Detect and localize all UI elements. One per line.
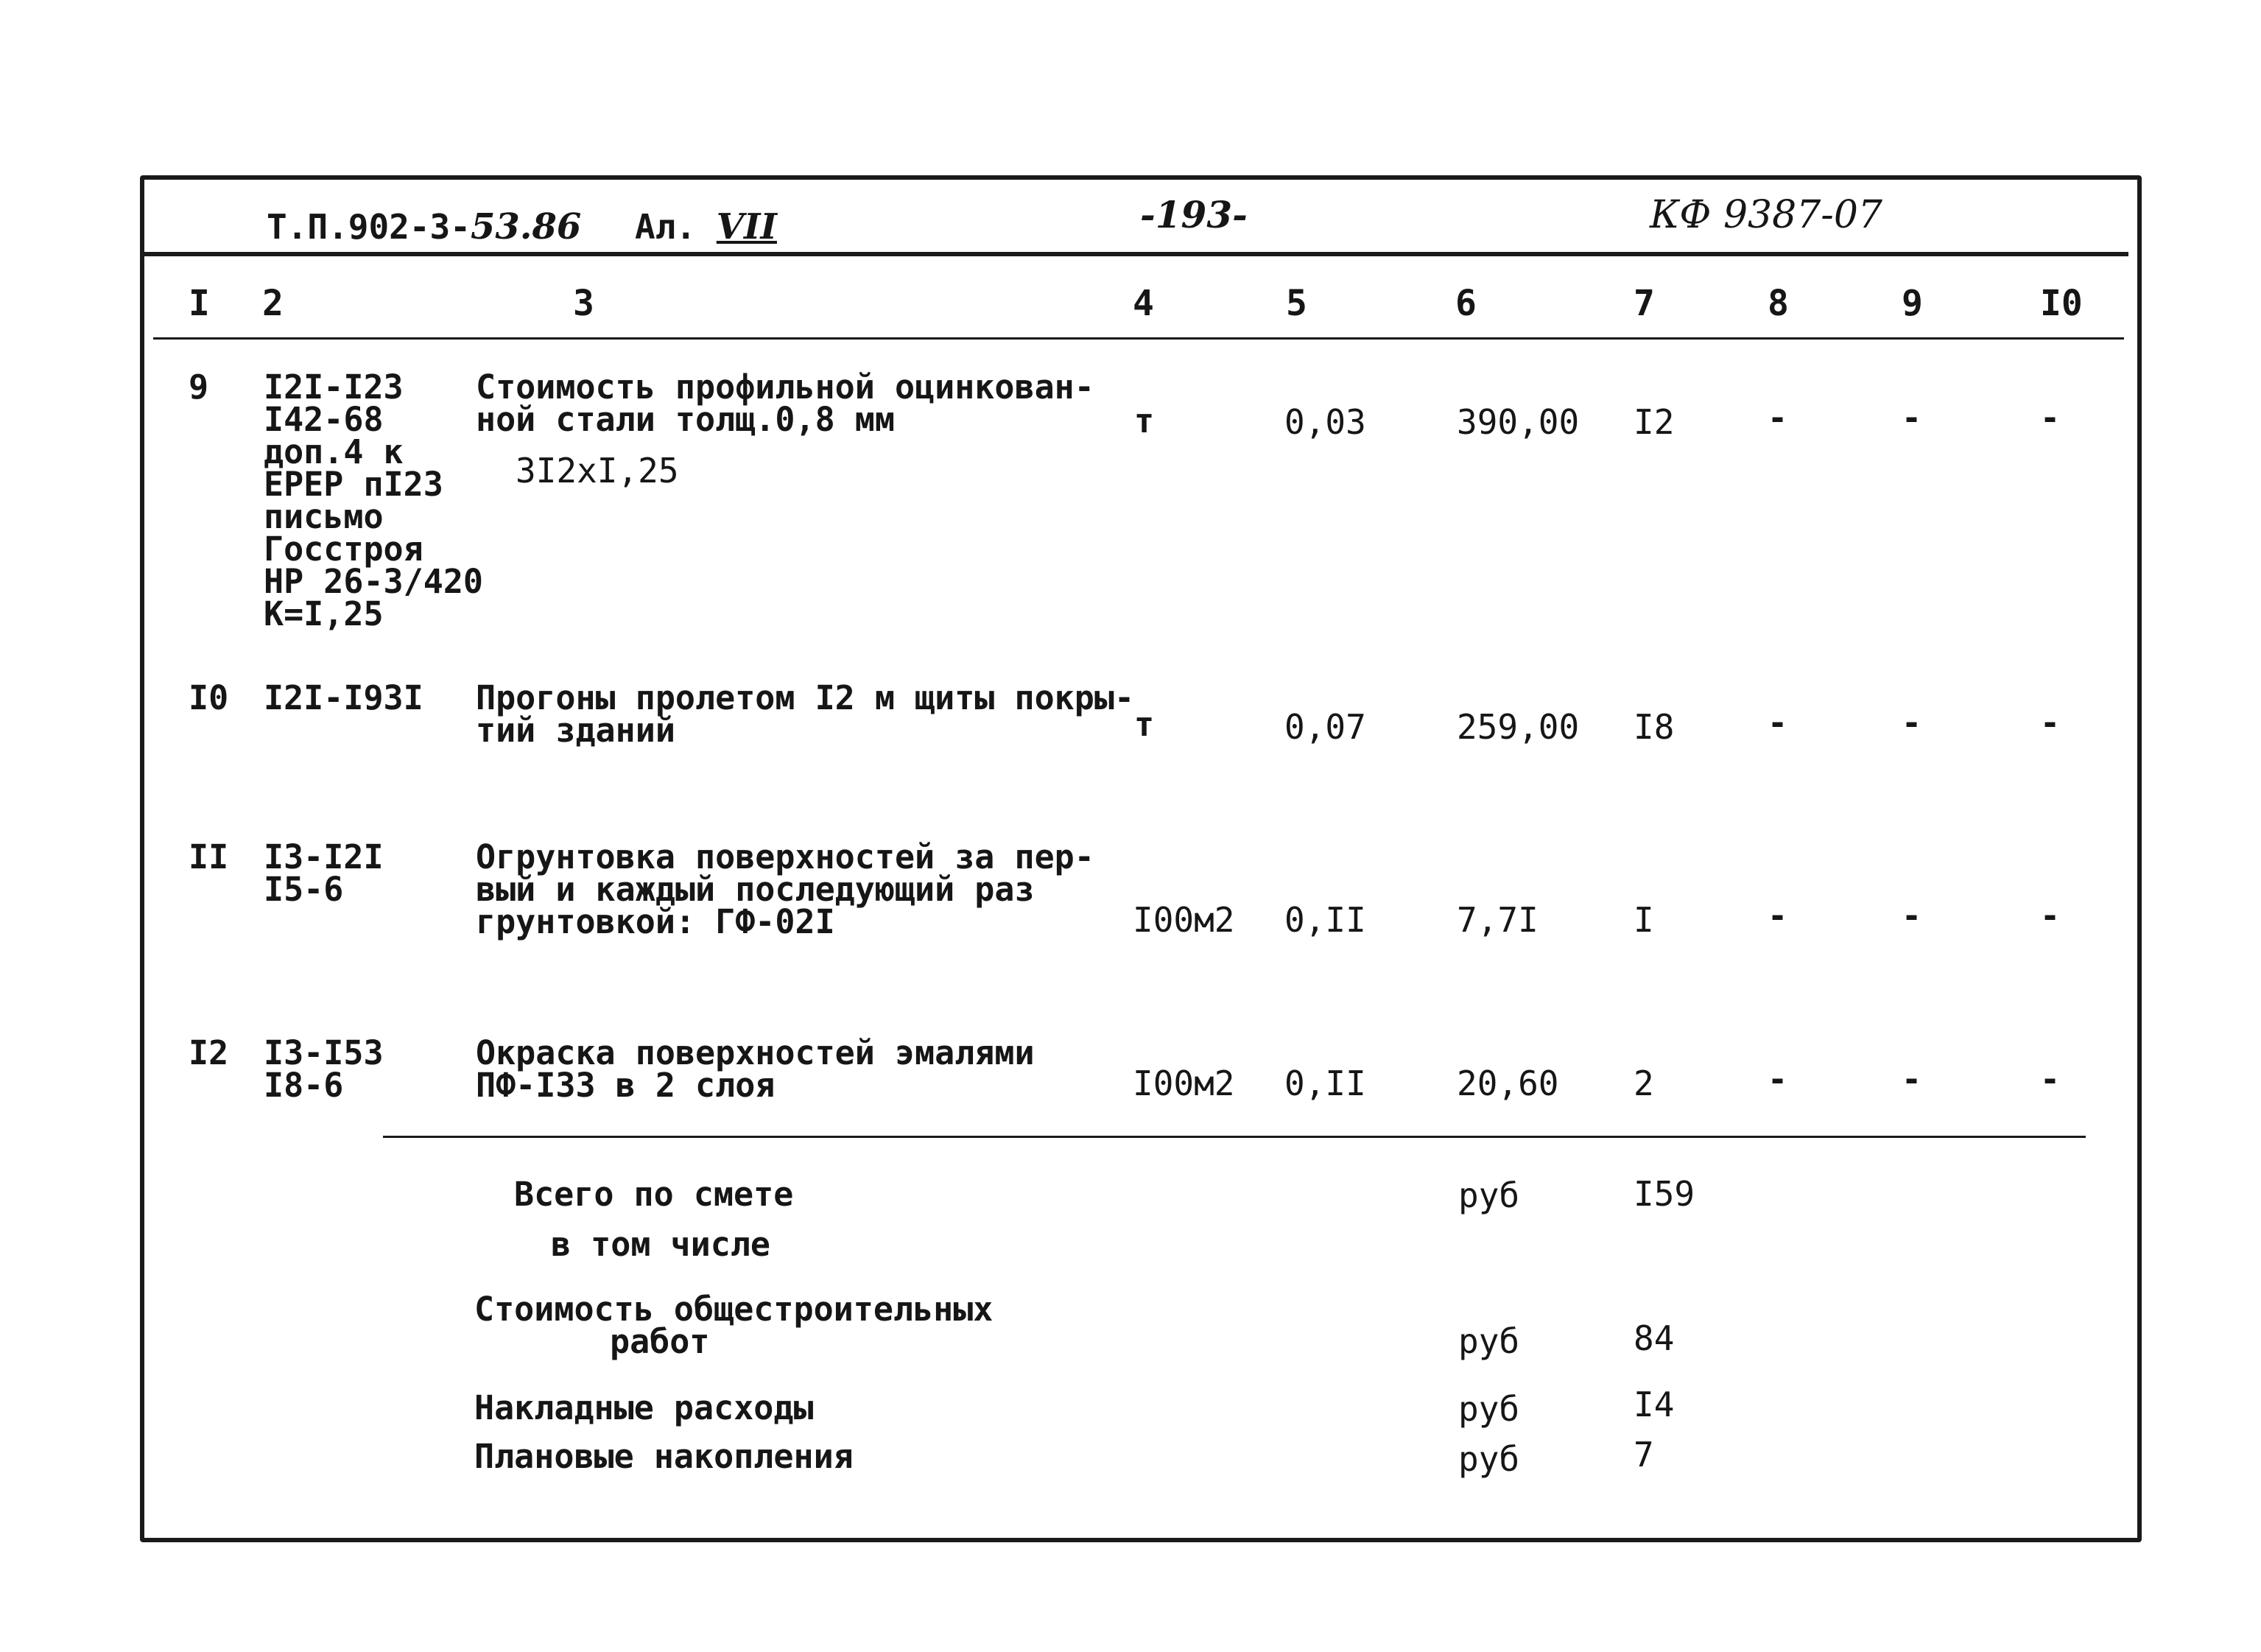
row-description-line: вый и каждый последующий раз — [476, 870, 1035, 909]
including-label: в том числе — [551, 1225, 771, 1264]
row-code-line: I2I-I23 — [264, 368, 404, 407]
row-unit-price: 20,60 — [1457, 1064, 1559, 1103]
row-col10: - — [2040, 1060, 2061, 1099]
planned-savings-label: Плановые накопления — [474, 1437, 854, 1476]
column-number-9: 9 — [1902, 283, 1923, 324]
album-label — [635, 206, 777, 247]
column-number-1: I — [189, 283, 210, 324]
overhead-label: Накладные расходы — [474, 1388, 814, 1427]
row-col9: - — [1902, 1060, 1922, 1099]
column-number-6: 6 — [1455, 283, 1477, 324]
row-codes — [264, 678, 423, 717]
album-number-handwritten: VII — [716, 206, 777, 247]
planned-savings-unit: руб — [1458, 1439, 1520, 1479]
row-col10: - — [2040, 703, 2061, 742]
row-description-line: Окраска поверхностей эмалями — [476, 1033, 1035, 1072]
row-codes — [264, 1033, 384, 1105]
column-number-2: 2 — [262, 283, 284, 324]
row-code-line: НР 26-3/420 — [264, 562, 484, 601]
total-unit: руб — [1458, 1175, 1520, 1215]
row-quantity: 0,07 — [1284, 707, 1366, 747]
row-col9: - — [1902, 703, 1922, 742]
total-value: I59 — [1634, 1174, 1695, 1214]
column-number-10: I0 — [2040, 283, 2083, 324]
row-number: I0 — [189, 678, 229, 717]
row-total: 2 — [1634, 1064, 1654, 1103]
column-number-4: 4 — [1133, 283, 1154, 324]
row-description — [476, 678, 1135, 750]
overhead-value: I4 — [1634, 1385, 1675, 1424]
document-code: КФ 9387-07 — [1650, 193, 1883, 237]
totals-separator-rule — [383, 1136, 2086, 1138]
document-number — [267, 206, 581, 247]
row-col10: - — [2040, 896, 2061, 935]
row-col8: - — [1768, 703, 1788, 742]
row-description-line: ПФ-I33 в 2 слоя — [476, 1066, 776, 1105]
row-col9: - — [1902, 896, 1922, 935]
general-works-label — [474, 1290, 994, 1361]
title-block-rule — [140, 252, 2128, 256]
row-codes — [264, 837, 384, 909]
document-number-printed: Т.П.902-3- — [267, 207, 471, 247]
row-code-line: I3-I53 — [264, 1033, 384, 1072]
row-code-line: письмо — [264, 497, 384, 536]
row-col10: - — [2040, 398, 2061, 437]
row-number: I2 — [189, 1033, 229, 1072]
row-code-line: доп.4 к — [264, 432, 404, 471]
row-code-line: I8-6 — [264, 1066, 344, 1105]
row-unit: I00м2 — [1133, 900, 1235, 940]
planned-savings-value: 7 — [1634, 1435, 1654, 1475]
row-code-line: Госстроя — [264, 530, 423, 569]
row-total: I8 — [1634, 707, 1675, 747]
row-col8: - — [1768, 896, 1788, 935]
row-codes — [264, 368, 484, 633]
row-col8: - — [1768, 1060, 1788, 1099]
row-code-line: I2I-I93I — [264, 678, 423, 717]
page-number: -193- — [1140, 193, 1248, 236]
row-description-line: тий зданий — [476, 711, 675, 750]
row-col9: - — [1902, 398, 1922, 437]
row-quantity: 0,II — [1284, 1064, 1366, 1103]
column-number-3: 3 — [573, 283, 594, 324]
overhead-unit: руб — [1458, 1389, 1520, 1429]
row-unit: т — [1134, 401, 1155, 440]
row-total: I — [1634, 900, 1654, 940]
row-description-line: Прогоны пролетом I2 м щиты покры- — [476, 678, 1135, 717]
row-code-line: ЕРЕР пI23 — [264, 465, 443, 504]
row-unit-price: 259,00 — [1457, 707, 1580, 747]
row-code-line: I42-68 — [264, 400, 384, 439]
row-description — [476, 837, 1094, 941]
row-col8: - — [1768, 398, 1788, 437]
row-unit-price: 7,7I — [1457, 900, 1539, 940]
row-number: 9 — [189, 368, 209, 407]
row-unit-price: 390,00 — [1457, 402, 1580, 442]
row-description — [476, 1033, 1035, 1105]
row-code-line: I3-I2I — [264, 837, 384, 876]
row-code-line: I5-6 — [264, 870, 344, 909]
column-header-rule — [153, 337, 2124, 340]
row-description-line: грунтовкой: ГФ-02I — [476, 902, 835, 941]
document-number-handwritten: 53.86 — [470, 206, 582, 247]
general-works-label-line: Стоимость общестроительных — [474, 1290, 994, 1329]
column-number-5: 5 — [1286, 283, 1307, 324]
album-label-text: Ал. — [635, 207, 697, 247]
row-description-line: Огрунтовка поверхностей за пер- — [476, 837, 1094, 876]
row-total: I2 — [1634, 402, 1675, 442]
row-unit: I00м2 — [1133, 1064, 1235, 1103]
row-description-line: ной стали толщ.0,8 мм — [476, 400, 895, 439]
row-description — [476, 368, 1094, 439]
column-number-7: 7 — [1634, 283, 1655, 324]
general-works-label-line: работ — [610, 1322, 710, 1361]
row-code-line: К=I,25 — [264, 594, 384, 633]
row-number: II — [189, 837, 229, 876]
general-works-value: 84 — [1634, 1318, 1675, 1358]
row-unit: т — [1134, 705, 1155, 744]
column-number-8: 8 — [1768, 283, 1789, 324]
row-note: 3I2хI,25 — [516, 451, 679, 491]
row-quantity: 0,03 — [1284, 402, 1366, 442]
row-quantity: 0,II — [1284, 900, 1366, 940]
general-works-unit: руб — [1458, 1321, 1520, 1361]
row-description-line: Стоимость профильной оцинкован- — [476, 368, 1094, 407]
total-label: Всего по смете — [514, 1175, 794, 1214]
